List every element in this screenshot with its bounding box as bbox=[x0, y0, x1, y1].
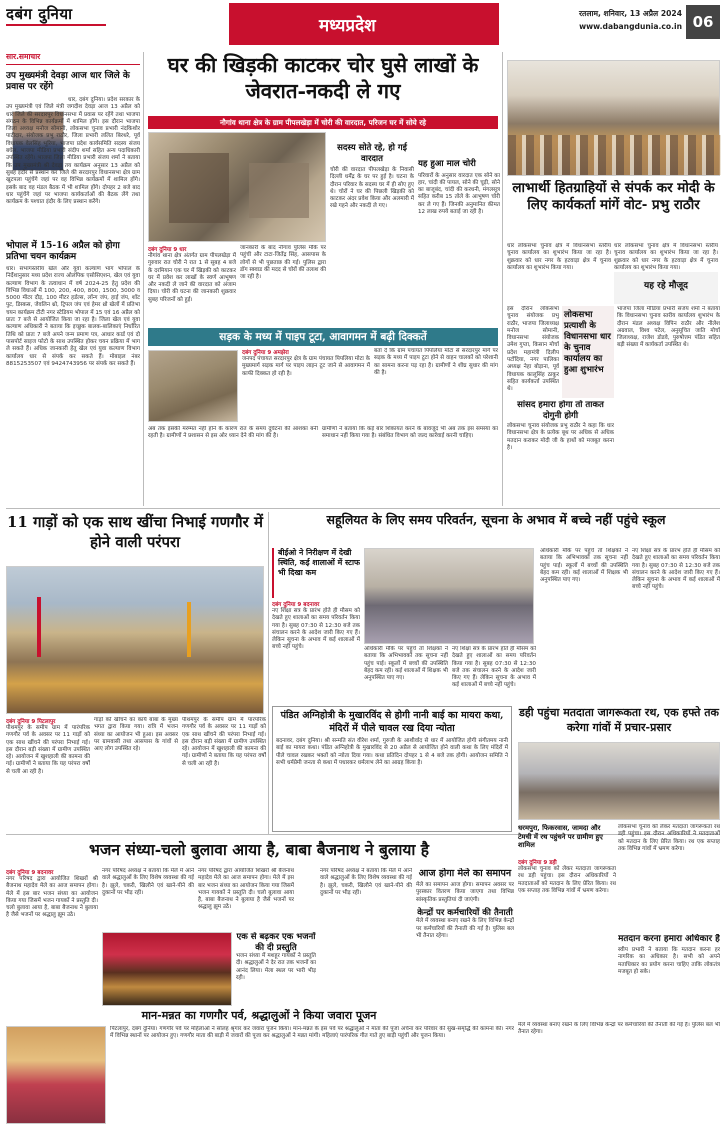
right-col-1 bbox=[507, 243, 611, 303]
pipe-dateline: दबंग दुनिया 9 अमझेरा bbox=[242, 350, 289, 356]
column-divider bbox=[143, 52, 144, 506]
pipe-col-4-body: ग्रामीणों ने बताया कि कई बार शिकायत करने के बावजूद भी अब तक इस समस्या का समाधान नहीं किया गया है। संबंधित विभाग को जल्द कार्रवाई करनी चाहिए। bbox=[322, 426, 498, 440]
column-divider bbox=[502, 52, 503, 506]
meeting-photo bbox=[507, 60, 720, 176]
pipe-col-2-body: बता दें कि ग्राम पंचायत पिपलिया मोटा से सरदारपुर मार्ग पर सड़क के मध्य में पाइप टूटा होने से वाहन चालकों को परेशानी का सामना करना पड़ रहा है। ग्रामीणों ने शीघ्र सुधार की मांग की है। bbox=[374, 348, 498, 376]
lead-subhead-2: यह हुआ माल चोरी bbox=[418, 159, 476, 169]
bhajan-photo-caption: एक से बढ़कर एक भजनों की दी प्रस्तुति bbox=[236, 932, 316, 953]
gangaur-col-2 bbox=[94, 717, 178, 831]
right-bottom-col bbox=[518, 1022, 720, 1124]
maan-body-block bbox=[110, 1026, 514, 1124]
bhajan-photo-body: भजन संध्या में मशहूर गायकों ने प्रस्तुति दी। श्रद्धालुओं ने देर रात तक भजनों का आनंद लिया। मेला स्थल पर भारी भीड़ रही। bbox=[236, 953, 316, 981]
gangaur-headline: 11 गाड़ों को एक साथ खींचा निभाई गणगौर में होने वाली परंपरा bbox=[6, 513, 264, 551]
lead-col-4-body: परिवारों के अनुसार वारदात एक सोने का हार, चांदी की पायल, सोने की चूड़ी, सोने का बाजूबंद, चांदी की करधनी, मंगलसूत्र सहित करीब 15 तोले के आभूषण चोरी कर ले गए हैं। जिनकी अनुमानित कीमत 12 लाख रुपये बताई जा रही है। bbox=[418, 172, 500, 215]
section-divider bbox=[6, 508, 720, 509]
bhajan-sub-body: मेले का समापन आज होगा। समापन अवसर पर पुरस्कार वितरण किया जाएगा तथा विभिन्न सांस्कृतिक प्रस्तुतियां दी जाएंगी। bbox=[416, 882, 514, 903]
rath-box bbox=[618, 934, 720, 1020]
gangaur-headline-block bbox=[6, 512, 264, 564]
page-number: 06 bbox=[686, 5, 720, 39]
school-col-1-body: नए शिक्षा सत्र के प्रारंभ होते ही मौसम को देखते हुए शालाओं का समय परिवर्तन किया गया है। सुबह 07:30 से 12:30 बजे तक संचालन करने के आदेश जारी किए गए हैं। लेकिन सूचना के अभाव में कई शालाओं में बच्चे नहीं पहुंचे। bbox=[272, 608, 360, 651]
bhajan-dateline: दबंग दुनिया 9 बदनावर bbox=[6, 870, 54, 876]
pipe-headline: सड़क के मध्य में पाइप टूटा, आवागमन में बढ़ी दिक्कतें bbox=[219, 331, 427, 343]
gangaur-col-1-body: पीथमपुर के समीप ग्राम में पारंपरिक गणगौर पर्व के अवसर पर 11 गाड़ों को एक साथ खींचने की परंपरा निभाई गई। इस दौरान बड़ी संख्या में ग्रामीण उपस्थित रहे। आयोजन में खुशहाली की कामना की गई। ग्रामीणों ने बताया कि यह परंपरा वर्षों से चली आ रही है। bbox=[6, 725, 90, 775]
maan-photo bbox=[6, 1026, 106, 1124]
gangaur-photo bbox=[6, 566, 264, 714]
section-title: मध्यप्रदेश bbox=[319, 16, 376, 36]
lead-col-3-body: चोरी की वारदात पीपलखेड़ा के निवासी दिल्ली धर्मेंद्र के घर पर हुई है। घटना के दौरान परिवार के सदस्य घर में ही सोए हुए थे। चोरों ने घर की पिछली खिड़की को काटकर अंदर प्रवेश किया और अलमारी में रखे गहने और नकदी ले गए। bbox=[330, 167, 414, 210]
bhajan-headline: भजन संध्या-चलो बुलावा आया है, बाबा बैजनाथ ने बुलाया है bbox=[89, 840, 429, 859]
newspaper-logo bbox=[6, 4, 116, 34]
right-col-1-body: धार लोकसभा चुनाव क्षेत्र में विधानसभा स्तरीय चुनाव कार्यालय का शुभारंभ किया जा रहा है। शुक्रवार को धार नगर के हटवाड़ा क्षेत्र में चुनाव कार्यालय का शुभारंभ किया गया। bbox=[507, 243, 611, 271]
school-col-3-body: नए शिक्षा सत्र के प्रारंभ होते ही मौसम को देखते हुए शालाओं का समय परिवर्तन किया गया है। सुबह 07:30 से 12:30 बजे तक संचालन करने के आदेश जारी किए गए हैं। लेकिन सूचना के अभाव में कई शालाओं में बच्चे नहीं पहुंचे। bbox=[452, 646, 536, 689]
bhajan-col-4-body: नगर परिषद अध्यक्ष ने बताया कि मेले में आने वाले श्रद्धालुओं के लिए विशेष व्यवस्था की गई है। झूले, चकरी, खिलौने एवं खाने-पीने की दुकानों पर भीड़ रही। bbox=[320, 868, 412, 896]
rath-body: लोकसभा चुनाव को लेकर मतदाता जागरूकता रथ डही पहुंचा। इस दौरान अधिकारियों ने मतदाताओं को मतदान के लिए प्रेरित किया। रथ एक सप्ताह तक विभिन्न गांवों में भ्रमण करेगा। bbox=[618, 824, 720, 852]
section-banner bbox=[229, 3, 499, 45]
pipe-col-3 bbox=[148, 426, 318, 504]
present-heading: यह रहे मौजूद bbox=[644, 281, 688, 291]
pipe-headline-bar bbox=[148, 328, 498, 346]
gangaur-col-3-body: पीथमपुर के समीप ग्राम में पारंपरिक गणगौर पर्व के अवसर पर 11 गाड़ों को एक साथ खींचने की परंपरा निभाई गई। इस दौरान बड़ी संख्या में ग्रामीण उपस्थित रहे। आयोजन में खुशहाली की कामना की गई। ग्रामीणों ने बताया कि यह परंपरा वर्षों से चली आ रही है। bbox=[182, 717, 266, 767]
school-col-3 bbox=[452, 646, 536, 702]
school-headline: सहूलियत के लिए समय परिवर्तन, सूचना के अभाव में बच्चे नहीं पहुंचे स्कूल bbox=[326, 512, 666, 527]
school-col-5-body: नए शिक्षा सत्र के प्रारंभ होते ही मौसम को देखते हुए शालाओं का समय परिवर्तन किया गया है। सुबह 07:30 से 12:30 बजे तक संचालन करने के आदेश जारी किए गए हैं। लेकिन सूचना के अभाव में कई शालाओं में बच्चे नहीं पहुंचे। bbox=[632, 548, 720, 591]
right-col-1b-body: धार लोकसभा चुनाव क्षेत्र में विधानसभा स्तरीय चुनाव कार्यालय का शुभारंभ किया जा रहा है। शुक्रवार को धार नगर के हटवाड़ा क्षेत्र में चुनाव कार्यालय का शुभारंभ किया गया। bbox=[614, 243, 718, 271]
school-headline-block bbox=[272, 512, 720, 546]
school-pullquote bbox=[272, 548, 360, 598]
gangaur-dateline: दबंग दुनिया 9 पिटलापुर bbox=[6, 719, 56, 725]
gangaur-col-3 bbox=[182, 717, 266, 831]
school-photo bbox=[364, 548, 534, 644]
sar-samachar-column bbox=[6, 52, 140, 506]
bhajan-col-2 bbox=[102, 868, 194, 930]
bhajan-col-2-body: नगर परिषद अध्यक्ष ने बताया कि मेले में आने वाले श्रद्धालुओं के लिए विशेष व्यवस्था की गई है। झूले, चकरी, खिलौने एवं खाने-पीने की दुकानों पर भीड़ रही। bbox=[102, 868, 194, 896]
right-col-3-body: लोकसभा चुनाव संयोजक प्रभु राठौर ने कहा कि धार विधानसभा क्षेत्र के प्रत्येक बूथ पर अधिक से अधिक मतदान कराकर मोदी जी के हाथों को मजबूत करना है। bbox=[507, 423, 614, 451]
lead-col-1 bbox=[148, 245, 236, 325]
lead-headline-block bbox=[148, 52, 498, 114]
right-box bbox=[614, 272, 718, 304]
rath-headline: डही पहुंचा मतदाता जागरूकता रथ, एक हफ्ते तक करेगा गांवों में प्रचार-प्रसार bbox=[519, 706, 719, 734]
lead-col-2-body: जानकारी के बाद नौगांव पुलिस मौके पर पहुंची और टाटा-जितेंद्र सिंह, आसपास के लोगों से भी पूछताछ की गई। पुलिस द्वारा डॉग स्क्वाड की मदद से चोरों की तलाश की जा रही है। bbox=[240, 245, 326, 281]
rath-photo bbox=[518, 742, 720, 820]
website: www.dabangdunia.co.in bbox=[579, 22, 682, 31]
right-col-4-body: भाजपा जिला मीडिया प्रभारी संजय शर्मा ने बताया कि विधानसभा चुनाव स्तरीय कार्यालय शुभारंभ के दौरान मंडल अध्यक्ष विपिन राठौर और नीलेश अग्रवाल, विश्व पटेल, अनुसूचित जाति मोर्चा जिलाध्यक्ष, राजेश डोडवे, पुरुषोत्तम पंडित सहित बड़ी संख्या में कार्यकर्ता उपस्थित थे। bbox=[617, 306, 720, 349]
masthead bbox=[0, 0, 725, 46]
lead-headline: घर की खिड़की काटकर चोर घुसे लाखों के जेवरात-नकदी ले गए bbox=[167, 53, 479, 103]
pipe-col-4 bbox=[322, 426, 498, 504]
bhajan-subhead: आज होगा मेले का समापन bbox=[418, 868, 512, 879]
right-col-2-body: इस दौरान लोकसभा चुनाव संयोजक प्रभु राठौर, भाजपा जिलाध्यक्ष मनोज सोमानी, विधानसभा संयोजक उमेश गुप्ता, किसान मोर्चा प्रदेश महामंत्री दिलीप पटोंदिया, नगर पालिका अध्यक्ष नेहा बोड़ाना, पूर्व विधायक कालूसिंह ठाकुर सहित कार्यकर्ता उपस्थित थे। bbox=[507, 306, 559, 393]
right-headline-block bbox=[507, 180, 720, 240]
right-col-1b bbox=[614, 243, 718, 271]
bhajan-stage-photo bbox=[102, 932, 232, 1006]
sar-story-1-headline: उप मुख्यमंत्री देवड़ा आज धार जिले के प्रवास पर रहेंगे bbox=[6, 71, 130, 92]
rath-pullquote bbox=[518, 824, 616, 856]
school-col-2 bbox=[364, 646, 448, 702]
lead-col-2 bbox=[240, 245, 326, 325]
bhajan-col-1-body: नगर परिषद द्वारा आयोजित शिखरों श्री बैजनाथ महादेव मेले का आज समापन होगा। मेले में इस बार भजन संध्या का आयोजन किया गया जिसमें भजन गायकों ने प्रस्तुति दी। चलो बुलावा आया है, बाबा बैजनाथ ने बुलाया है जैसे भजनों पर श्रद्धालु झूम उठे। bbox=[6, 876, 98, 919]
column-label: सार.समाचार bbox=[6, 52, 140, 65]
lead-dateline: दबंग दुनिया 9 धार bbox=[148, 247, 187, 253]
rath-pull-text: धरमपुरा, फिकरवास, जामदा और टेमची में रथ पहुंचने पर ग्रामीण हुए शामिल bbox=[518, 824, 603, 849]
rath-box-heading: मतदान करना हमारा अधिकार है bbox=[618, 934, 720, 944]
bhajan-photo-caption-block bbox=[236, 932, 316, 1006]
nani-bai-headline: पंडित अग्निहोत्री के मुखारविंद से होगी नानी बाई का मायरा कथा, मंदिरों में पीले चावल रख दिया न्योता bbox=[280, 710, 504, 734]
school-col-1 bbox=[272, 600, 360, 700]
pipe-col-1 bbox=[242, 348, 370, 424]
pipe-photo bbox=[148, 350, 238, 422]
lead-subhead-1: सदस्य सोते रहे, हो गई वारदात bbox=[337, 143, 407, 164]
nani-bai-box bbox=[272, 706, 512, 832]
right-headline: लाभार्थी हितग्राहियों से संपर्क कर मोदी के लिए कार्यकर्ता मांगें वोट- प्रभु राठौर bbox=[512, 180, 715, 213]
maan-body: पिटलापुर, दबंग दुनिया। गणगौर पर्व पर महिलाओं ने सोलह श्रृंगार कर जवारा पूजन किया। मान-मन्नत के इस पर्व पर श्रद्धालुओं ने माता की पूजा अर्चना कर परिवार की सुख-समृद्धि की कामना की। नगर में विभिन्न स्थानों पर आयोजन हुए। गणगौर माता की बाड़ी में जवारों की पूजा कर श्रद्धालुओं ने मन्नत मांगी। महिलाएं पारंपरिक गीत गाते हुए बाड़ी पहुंचीं और पूजन किया। bbox=[110, 1026, 514, 1040]
rath-col-2 bbox=[518, 858, 616, 1018]
bhajan-col-1 bbox=[6, 868, 98, 1002]
pullquote-text: लोकसभा प्रत्याशी के विधानसभा धार के चुनाव कार्यालय का हुआ शुभारंभ bbox=[564, 310, 611, 375]
sar-story-2-headline: भोपाल में 15-16 अप्रैल को होगा प्रतिभा चयन कार्यक्रम bbox=[6, 241, 120, 262]
bhajan-col-3-body: नगर परिषद द्वारा आयोजित शिखरों श्री बैजनाथ महादेव मेले का आज समापन होगा। मेले में इस बार भजन संध्या का आयोजन किया गया जिसमें भजन गायकों ने प्रस्तुति दी। चलो बुलावा आया है, बाबा बैजनाथ ने बुलाया है जैसे भजनों पर श्रद्धालु झूम उठे। bbox=[198, 868, 294, 911]
bhajan-side-heading: केन्द्रों पर कर्मचारियों की तैनाती bbox=[417, 907, 513, 918]
right-bottom-body: मेले में व्यवस्था बनाए रखने के लिए विभिन्न केन्द्रों पर कर्मचारियों की तैनाती की गई है। पुलिस बल भी तैनात रहेगा। bbox=[518, 1022, 720, 1036]
school-col-5 bbox=[632, 548, 720, 702]
school-dateline: दबंग दुनिया 9 बदनावर bbox=[272, 602, 320, 608]
rath-dateline: दबंग दुनिया 9 डही bbox=[518, 860, 557, 866]
lead-col-1-body: नौगांव थाना क्षेत्र अंतर्गत ग्राम पीपलखेड़ा में गुरुवार रात चोरी ने रात 1 से सुबह 4 बजे के दरमियान एक घर में खिड़की को काटकर घर में प्रवेश कर लाखों के स्वर्ण आभूषण और नकदी ले जाने की वारदात को अंजाम दिया। चोरी की घटना की जानकारी शुक्रवार सुबह परिजनों को हुई। bbox=[148, 253, 236, 303]
bhajan-col-5 bbox=[416, 868, 514, 1006]
lead-kicker: नौगांव थाना क्षेत्र के ग्राम पीपलखेड़ा में चोरी की वारदात, परिजन घर में सोये रहे bbox=[148, 116, 498, 129]
bhajan-col-4 bbox=[320, 868, 412, 1006]
bhajan-col-3 bbox=[198, 868, 294, 930]
logo-text: दबंग दुनिया bbox=[6, 5, 73, 23]
gangaur-col-1 bbox=[6, 717, 90, 831]
nani-bai-body: बदनावर, दबंग दुनिया। श्री सन्मति संत वीरेश शर्मा, गुरुजी के आशीर्वाद से धार में आयोजित होगी संगीतमय नानी बाई का मायरा कथा। पंडित अग्निहोत्री के मुखारविंद से 20 अप्रैल से आयोजित होने वाली कथा के लिए मंदिरों में पीले चावल रखकर भक्तों को न्योता दिया गया। कथा प्रतिदिन दोपहर 1 से 4 बजे तक होगी। आयोजन समिति ने सभी धर्मप्रेमी जनता से कथा में पधारकर धर्मलाभ लेने का आग्रह किया है। bbox=[276, 738, 508, 766]
rath-headline-block bbox=[518, 706, 720, 740]
right-pullquote bbox=[562, 306, 614, 398]
bhajan-side-body: मेले में व्यवस्था बनाए रखने के लिए विभिन्न केन्द्रों पर कर्मचारियों की तैनाती की गई है। पुलिस बल भी तैनात रहेगा। bbox=[416, 918, 514, 939]
maan-headline-block bbox=[6, 1008, 512, 1024]
rath-box-body: स्वीप प्रभारी ने बताया कि मतदान करना हर नागरिक का अधिकार है। सभी को अपने मताधिकार का प्रयोग करना चाहिए ताकि लोकतंत्र मजबूत हो सके। bbox=[618, 947, 720, 975]
pipe-col-3-body: अब तक इसकी मरम्मत नहीं होने के कारण रात के समय दुर्घटना की आशंका बनी रहती है। ग्रामीणों ने प्रशासन से इस ओर ध्यान देने की मांग की है। bbox=[148, 426, 318, 440]
right-col-4 bbox=[617, 306, 720, 504]
maan-headline: मान-मन्नत का गणगौर पर्व, श्रद्धालुओं ने किया जवारा पूजन bbox=[141, 1009, 377, 1022]
right-subhead: सांसद हमारा होगा तो ताकत दोगुनी होगी bbox=[517, 400, 604, 421]
school-pull-text: बीईओ ने निरीक्षण में देखी स्थिति, कई शालाओं में स्टाफ भी दिखा कम bbox=[278, 548, 360, 577]
sar-story-1-body: धार, दबंग दुनिया। प्रदेश सरकार के उप मुख्यमंत्री एवं जिले मंत्री जगदीश देवड़ा आज 13 अप्रैल को धार जिले की सरदारपुर विधानसभा में प्रवास पर रहेंगे तथा भाजपा संगठन के विभिन्न कार्यक्रमों में शामिल होंगे। इस दौरान भाजपा जिला अध्यक्ष मनोज सोमानी, लोकसभा चुनाव प्रभारी नंदकिशोर पाटीदार, संयोजक प्रभु राठौर, जिला प्रभारी ललित बिरथरे, पूर्व विधायक वेलसिंह भूरिया, भाजपा प्रदेश कार्यसमिति सदस्य संजय बघेल, भाजपा मीडिया प्रभारी संदीप शर्मा सहित अन्य पदाधिकारी उपस्थित रहेंगे। भाजपा जिला मीडिया प्रभारी संजय शर्मा ने बताया कि उप मुख्यमंत्री श्री देवड़ा तय कार्यक्रम अनुसार 13 अप्रैल को सुबह इंदौर से प्रस्थान कर जिले की सरदारपुर विधानसभा क्षेत्र ग्राम खुटपला पहुंचेंगे जहां पर वह विभिन्न कार्यक्रमों में शामिल होंगे। इसके बाद वह मंडल बैठक में भी शामिल होंगे। दोपहर 2 बजे बाद धार पहुंचेंगे जहां पर भाजपा कार्यकर्ताओं की बैठक लेंगे तथा कार्यक्रम के पश्चात इंदौर के लिए प्रस्थान करेंगे। bbox=[6, 97, 140, 206]
lead-photo bbox=[148, 132, 326, 242]
sar-story-2-body: धार। संभागस्तरीय खेल और युवा कल्याण भाग भोपाल के निर्देशानुसार मध्य प्रदेश राज्य ओलंपिक एसोसिएशन, खेल एवं युवा कल्याण विभाग के तत्वाधान में वर्ष 2024-25 हेतु प्रदेश की विभिन्न विधाओं में 100, 200, 400, 800, 1500, 3000 व 5000 मीटर दौड़, 100 मीटर हर्डल्स, लॉन्ग जंप, हाई जंप, शॉट पुट, डिस्कस, जेवलिन थ्रो, ट्रिपल जंप एवं हेमर थ्रो खेलों में प्रतिभा चयन कार्यक्रम टीटी नगर स्टेडियम भोपाल में 15 एवं 16 अप्रैल को प्रातः 7 बजे से आयोजित किया जा रहा है। जिला खेल एवं युवा कल्याण अधिकारी ने बताया कि इच्छुक बालक-बालिकाएं निर्धारित तिथि को प्रातः 7 बजे अपने जन्म प्रमाण पत्र, आधार कार्ड एवं दो पासपोर्ट साइज फोटो के साथ उपस्थित होकर चयन प्रक्रिया में भाग ले सकते हैं। अधिक जानकारी हेतु खेल एवं युवा कल्याण विभाग कार्यालय धार से संपर्क कर सकते हैं। मोबाइल नंबर 8815253507 एवं 9424743956 पर संपर्क कर सकते हैं। bbox=[6, 266, 140, 367]
issue-date: रतलाम, शनिवार, 13 अप्रैल 2024 bbox=[578, 9, 682, 18]
lead-col-3 bbox=[330, 135, 414, 325]
rath-body-2: लोकसभा चुनाव को लेकर मतदाता जागरूकता रथ डही पहुंचा। इस दौरान अधिकारियों ने मतदाताओं को मतदान के लिए प्रेरित किया। रथ एक सप्ताह तक विभिन्न गांवों में भ्रमण करेगा। bbox=[518, 866, 616, 894]
school-col-4-body: अधिकारी मौके पर पहुंचे तो शिक्षकों ने बताया कि अभिभावकों तक सूचना नहीं पहुंच पाई। स्कूलों में बच्चों की उपस्थिति बेहद कम रही। कई शालाओं में शिक्षक भी अनुपस्थित पाए गए। bbox=[540, 548, 628, 584]
gangaur-col-2-body: गाड़ों को खींचने का कार्य बाबा के मुख्य भगत द्वारा किया गया। रात्रि में भजन संध्या का आयोजन भी हुआ। इस अवसर पर ग्रामवासी तथा आसपास के गांवों से आए लोग उपस्थित रहे। bbox=[94, 717, 178, 753]
bhajan-headline-block bbox=[6, 838, 512, 864]
school-col-4 bbox=[540, 548, 628, 702]
rath-col bbox=[618, 824, 720, 932]
pipe-col-2 bbox=[374, 348, 498, 424]
right-col-2 bbox=[507, 306, 559, 398]
column-divider bbox=[268, 512, 269, 834]
lead-col-4 bbox=[418, 135, 500, 325]
pipe-col-1-body: जनपद पंचायत सरदारपुर क्षेत्र के ग्राम पंचायत पिपलिया मोटा के मुख्यमार्ग सड़क मार्ग पर पाइप लाइन टूट जाने से आवागमन में काफी दिक्कत हो रही है। bbox=[242, 356, 370, 377]
right-col-3 bbox=[507, 400, 614, 504]
logo-underline bbox=[6, 24, 106, 26]
school-col-2-body: अधिकारी मौके पर पहुंचे तो शिक्षकों ने बताया कि अभिभावकों तक सूचना नहीं पहुंच पाई। स्कूलों में बच्चों की उपस्थिति बेहद कम रही। कई शालाओं में शिक्षक भी अनुपस्थित पाए गए। bbox=[364, 646, 448, 682]
